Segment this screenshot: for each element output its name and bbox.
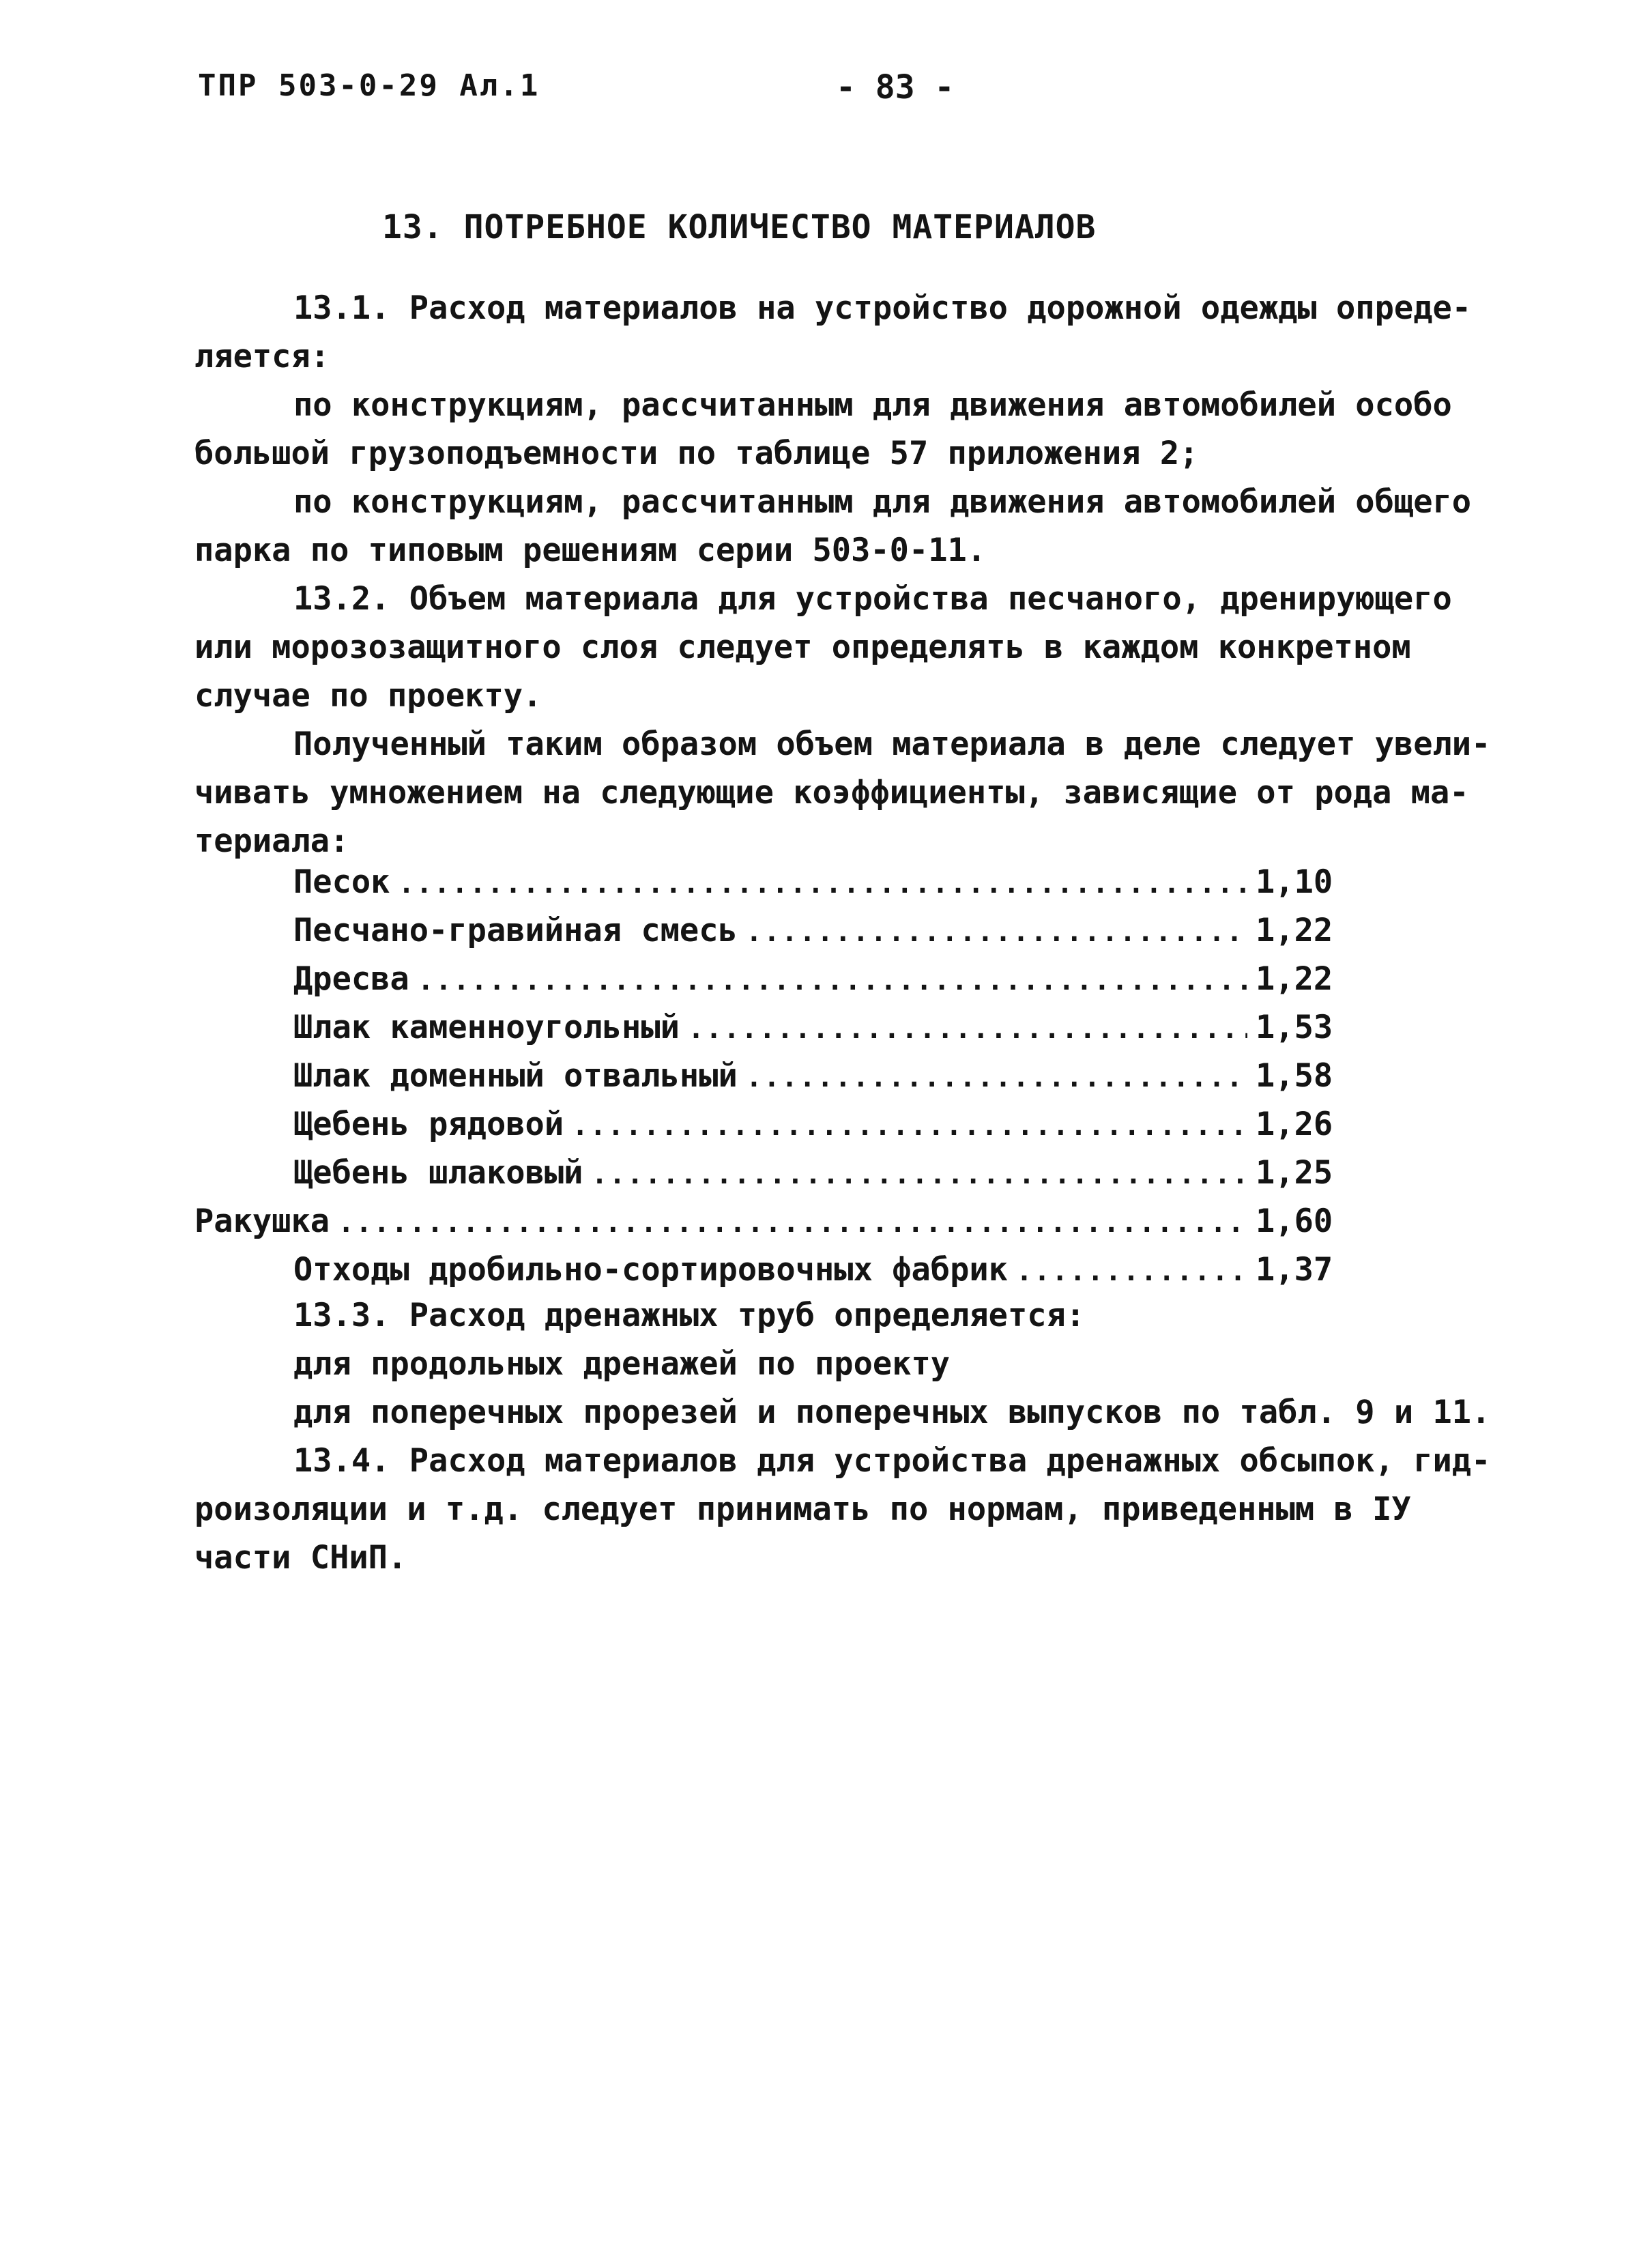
- leader-dots: [1016, 1256, 1247, 1287]
- paragraph-line: 13.3. Расход дренажных труб определяется:: [293, 1297, 1086, 1334]
- material-coefficient: 1,58: [1256, 1057, 1333, 1095]
- material-name: Песок: [293, 863, 390, 901]
- paragraph-line: по конструкциям, рассчитанным для движения автомобилей общего: [293, 483, 1472, 521]
- document-code: ТПР 503-0-29 Ал.1: [198, 68, 540, 103]
- material-row: [293, 1057, 1358, 1095]
- leader-dots: [572, 1110, 1247, 1142]
- paragraph-line: для продольных дренажей по проекту: [293, 1345, 951, 1383]
- material-row: [293, 1106, 1358, 1143]
- leader-dots: [591, 1159, 1247, 1190]
- material-name: Щебень шлаковый: [293, 1154, 583, 1192]
- paragraph-line: для поперечных прорезей и поперечных выпусков по табл. 9 и 11.: [293, 1394, 1491, 1431]
- paragraph-line: по конструкциям, рассчитанным для движения автомобилей особо: [293, 386, 1452, 424]
- leader-dots: [688, 1014, 1247, 1045]
- paragraph-line: 13.2. Объем материала для устройства песчаного, дренирующего: [293, 580, 1452, 618]
- material-name: Дресва: [293, 960, 409, 998]
- material-row: [293, 912, 1358, 949]
- page-number: - 83 -: [836, 68, 955, 106]
- material-name: Отходы дробильно-сортировочных фабрик: [293, 1251, 1008, 1289]
- leader-dots: [398, 868, 1247, 900]
- paragraph-line: 13.4. Расход материалов для устройства дренажных обсыпок, гид-: [293, 1442, 1491, 1480]
- paragraph-line: териала:: [194, 822, 349, 860]
- paragraph-line: парка по типовым решениям серии 503-0-11.: [194, 532, 987, 569]
- paragraph-line: Полученный таким образом объем материала в деле следует увели-: [293, 725, 1491, 763]
- material-coefficient: 1,53: [1256, 1009, 1333, 1046]
- material-row: [293, 863, 1358, 901]
- paragraph-line: или морозозащитного слоя следует определять в каждом конкретном: [194, 629, 1411, 666]
- material-name: Ракушка: [194, 1203, 330, 1240]
- material-row: [194, 1203, 1358, 1240]
- section-title: 13. ПОТРЕБНОЕ КОЛИЧЕСТВО МАТЕРИАЛОВ: [382, 208, 1097, 246]
- material-name: Щебень рядовой: [293, 1106, 564, 1143]
- leader-dots: [338, 1207, 1247, 1239]
- paragraph-line: ляется:: [194, 338, 330, 375]
- material-name: Шлак каменноугольный: [293, 1009, 680, 1046]
- paragraph-line: части СНиП.: [194, 1539, 407, 1577]
- leader-dots: [418, 965, 1247, 996]
- material-coefficient: 1,22: [1256, 912, 1333, 949]
- leader-dots: [746, 1062, 1247, 1093]
- leader-dots: [746, 917, 1247, 948]
- material-row: [293, 1009, 1358, 1046]
- paragraph-line: роизоляции и т.д. следует принимать по нормам, приведенным в IУ: [194, 1491, 1411, 1528]
- paragraph-line: 13.1. Расход материалов на устройство дорожной одежды опреде-: [293, 289, 1472, 327]
- paragraph-line: большой грузоподъемности по таблице 57 приложения 2;: [194, 435, 1199, 472]
- material-row: [293, 960, 1358, 998]
- material-coefficient: 1,25: [1256, 1154, 1333, 1192]
- material-row: [293, 1154, 1358, 1192]
- material-name: Шлак доменный отвальный: [293, 1057, 738, 1095]
- paragraph-line: чивать умножением на следующие коэффициенты, зависящие от рода ма-: [194, 774, 1469, 811]
- material-coefficient: 1,60: [1256, 1203, 1333, 1240]
- material-row: [293, 1251, 1358, 1289]
- material-coefficient: 1,10: [1256, 863, 1333, 901]
- paragraph-line: случае по проекту.: [194, 677, 542, 715]
- material-coefficient: 1,26: [1256, 1106, 1333, 1143]
- material-name: Песчано-гравийная смесь: [293, 912, 738, 949]
- material-coefficient: 1,22: [1256, 960, 1333, 998]
- material-coefficient: 1,37: [1256, 1251, 1333, 1289]
